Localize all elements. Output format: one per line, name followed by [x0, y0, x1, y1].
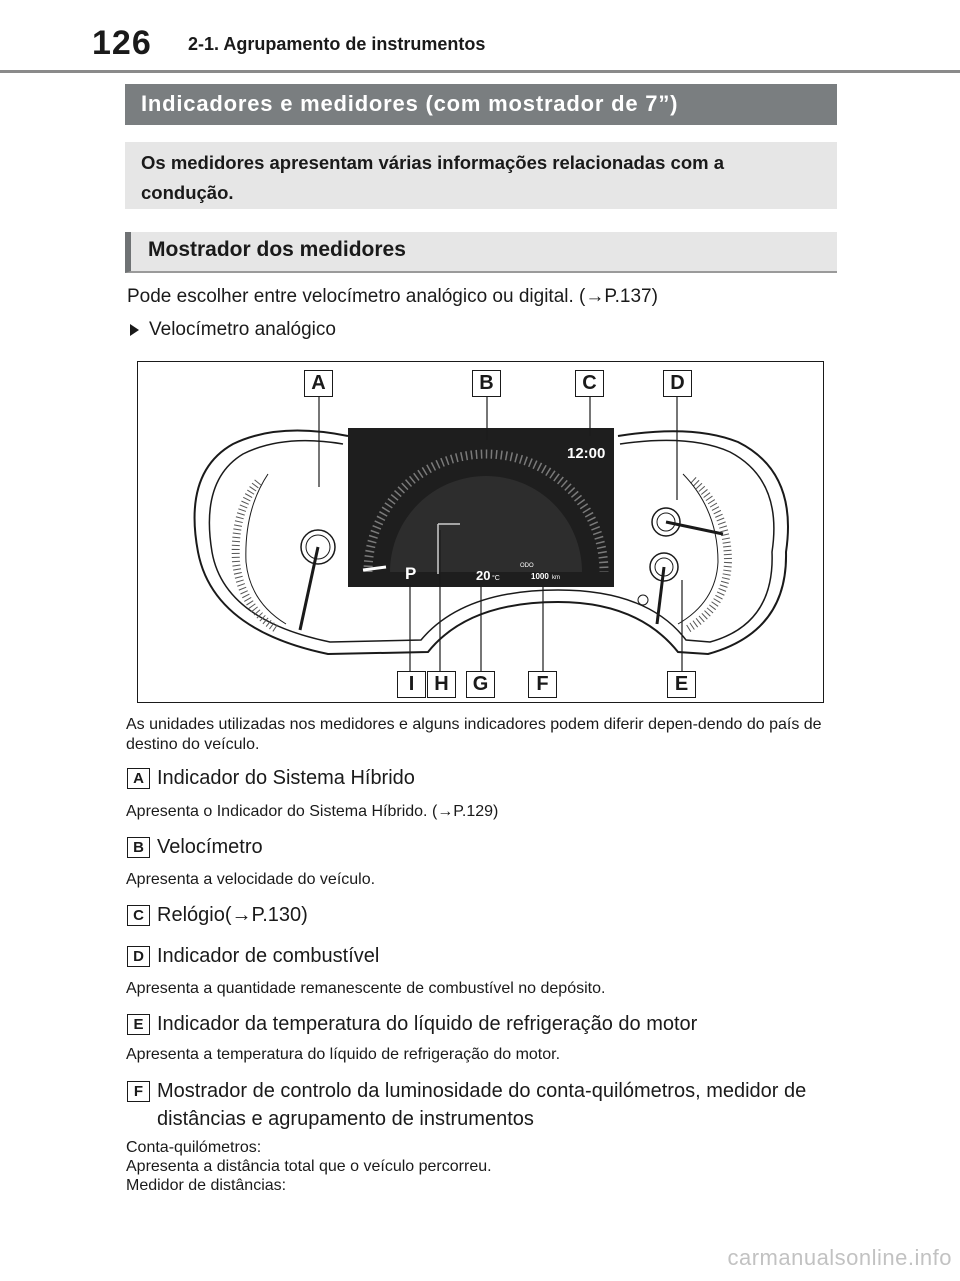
callout-f: F: [528, 671, 557, 698]
item-letter-badge: E: [127, 1014, 150, 1035]
paragraph: Pode escolher entre velocímetro analógico ou digital. (→P.137): [127, 286, 658, 307]
item-title: Mostrador de controlo da luminosidade do conta-quilómetros, medidor de distâncias e agrupamento de instrumentos: [157, 1080, 807, 1130]
callout-b: B: [472, 370, 501, 397]
display-odo-value: 1000: [531, 572, 549, 581]
item-f: [127, 1080, 827, 1133]
triangle-bullet-icon: [130, 324, 139, 336]
item-e: [127, 1013, 697, 1038]
item-c: [127, 904, 308, 929]
callout-h: H: [427, 671, 456, 698]
item-title: Indicador da temperatura do líquido de refrigeração do motor: [157, 1013, 698, 1035]
item-letter-badge: A: [127, 768, 150, 789]
display-temp: 20: [476, 568, 491, 583]
item-title: Indicador do Sistema Híbrido: [157, 767, 415, 789]
callout-g: G: [466, 671, 495, 698]
display-odo-unit: km: [552, 575, 560, 581]
item-letter-badge: F: [127, 1081, 150, 1102]
display-temp-unit: °C: [492, 575, 500, 582]
bullet-label: Velocímetro analógico: [149, 319, 336, 340]
intro-box: Os medidores apresentam várias informações relacionadas com a condução.: [125, 142, 837, 209]
display-odo-label: ODO: [520, 563, 534, 569]
gauge-cluster-figure: [137, 361, 824, 703]
item-description: Apresenta a quantidade remanescente de combustível no depósito.: [126, 980, 606, 997]
item-description: Apresenta o Indicador do Sistema Híbrido. (→P.129): [126, 803, 499, 820]
item-letter-badge: D: [127, 946, 150, 967]
item-description: Conta-quilómetros: Apresenta a distância total que o veículo percorreu. Medidor de distâncias:: [126, 1139, 492, 1194]
callout-e: E: [667, 671, 696, 698]
header-rule: [0, 70, 960, 73]
page-number: 126: [92, 24, 152, 62]
callout-a: A: [304, 370, 333, 397]
item-description: Apresenta a velocidade do veículo.: [126, 871, 376, 888]
display-gear: P: [405, 564, 417, 583]
units-note: As unidades utilizadas nos medidores e alguns indicadores podem diferir depen-dendo do país de destino do veículo.: [126, 716, 822, 753]
section-title: Indicadores e medidores (com mostrador de 7”): [125, 84, 837, 125]
subsection-title: Mostrador dos medidores: [125, 232, 837, 273]
item-d: [127, 945, 379, 970]
header-section-title: 2-1. Agrupamento de instrumentos: [188, 34, 486, 54]
item-description: Apresenta a temperatura do líquido de refrigeração do motor.: [126, 1046, 561, 1063]
item-title: Velocímetro: [157, 836, 263, 858]
watermark: carmanualsonline.info: [727, 1245, 952, 1270]
callout-d: D: [663, 370, 692, 397]
callout-c: C: [575, 370, 604, 397]
callout-i: I: [397, 671, 426, 698]
item-title: Indicador de combustível: [157, 945, 380, 967]
bullet-item: [130, 319, 336, 341]
item-letter-badge: B: [127, 837, 150, 858]
item-a: [127, 767, 415, 792]
item-letter-badge: C: [127, 905, 150, 926]
gauge-cluster-illustration: [138, 362, 825, 704]
item-b: [127, 836, 263, 861]
item-title: Relógio(→P.130): [157, 904, 308, 926]
display-clock: 12:00: [567, 445, 606, 462]
